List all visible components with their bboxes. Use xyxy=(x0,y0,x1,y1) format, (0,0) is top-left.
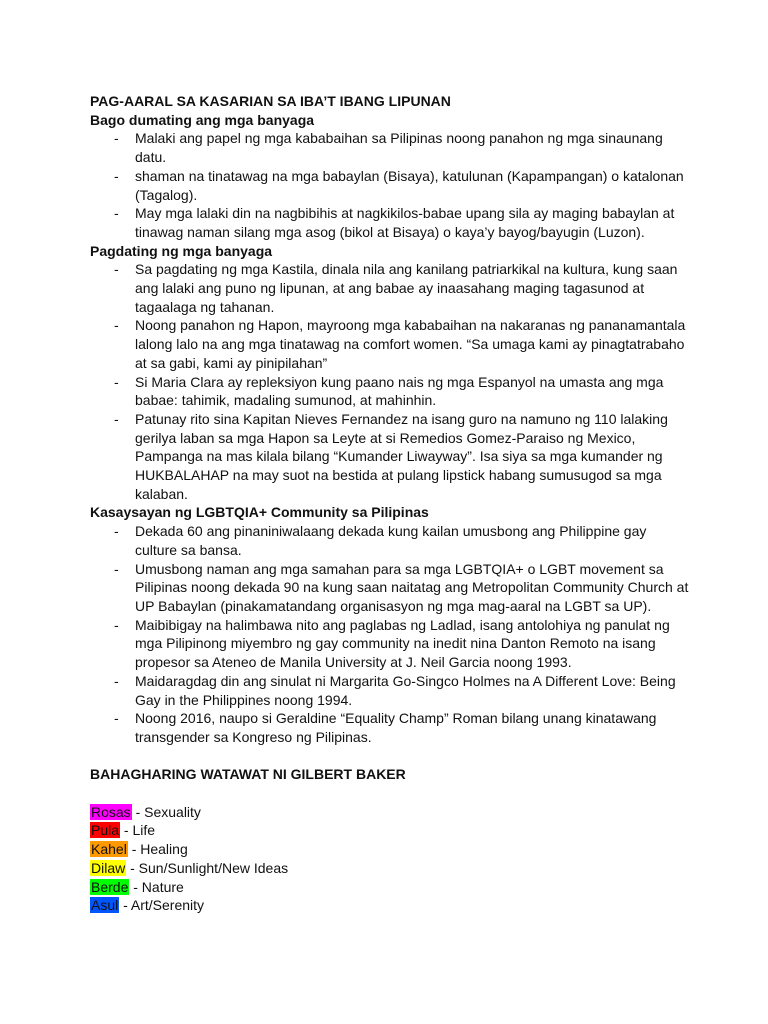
flag-color-row xyxy=(90,821,690,840)
bullet-dash: - xyxy=(114,410,119,427)
bullet-dash: - xyxy=(114,523,119,540)
list-item: - Patunay rito sina Kapitan Nieves Fernandez na isang guro na namuno ng 110 lalaking gerilya laban sa mga Hapon sa Leyte at si Remedios Gomez-Paraiso ng Mexico, Pampanga na mas kilala bilang “Kumander Liwayway”. Isa siya sa mga kumander ng HUKBALAHAP na may suot na bestida at pulang lipstick habang sumusugod sa mga kalaban. xyxy=(114,410,668,502)
section-heading-bago: Bago dumating ang mga banyaga xyxy=(90,111,315,128)
color-meaning: - Healing xyxy=(127,841,188,858)
flag-color-row xyxy=(90,840,690,859)
bullet-dash: - xyxy=(114,560,119,577)
color-highlight-berde: Berde xyxy=(91,878,129,895)
color-meaning: - Sexuality xyxy=(131,803,201,820)
color-highlight-kahel: Kahel xyxy=(91,841,127,858)
color-highlight-asul: Asul xyxy=(91,897,119,914)
bullet-dash: - xyxy=(114,130,119,147)
section-heading-kasaysayan: Kasaysayan ng LGBTQIA+ Community sa Pilipinas xyxy=(90,504,429,521)
color-meaning: - Life xyxy=(120,822,156,839)
color-meaning: - Art/Serenity xyxy=(119,897,205,914)
section-list-pagdating xyxy=(90,260,690,503)
bullet-dash: - xyxy=(114,317,119,334)
flag-color-row xyxy=(90,878,690,897)
list-item: - Maidaragdag din ang sinulat ni Margarita Go-Singco Holmes na A Different Love: Being Gay in the Philippines noong 1994. xyxy=(114,672,676,708)
list-item: - May mga lalaki din na nagbibihis at nagkikilos-babae upang sila ay maging babaylan at tinawag naman silang mga asog (bikol at Bisaya) o kaya’y bayog/bayugin (Luzon). xyxy=(114,205,675,240)
flag-color-list xyxy=(90,803,690,915)
list-item: - Noong 2016, naupo si Geraldine “Equality Champ” Roman bilang unang kinatawang transgender sa Kongreso ng Pilipinas. xyxy=(114,710,657,745)
list-item: - Noong panahon ng Hapon, mayroong mga kababaihan na nakaranas ng pananamantala lalong lalo na ang mga tinatawag na comfort women. “Sa umaga kami ay pinagtatrabaho at sa gabi, kami ay pinipilahan” xyxy=(114,317,686,371)
color-meaning: - Sun/Sunlight/New Ideas xyxy=(126,859,289,876)
list-item: - Si Maria Clara ay repleksiyon kung paano nais ng mga Espanyol na umasta ang mga babae: tahimik, madaling sumunod, at mahinhin. xyxy=(114,373,664,409)
section-list-kasaysayan xyxy=(90,522,690,746)
color-highlight-dilaw: Dilaw xyxy=(91,859,126,876)
flag-heading: BAHAGHARING WATAWAT NI GILBERT BAKER xyxy=(90,766,406,783)
document-title: PAG-AARAL SA KASARIAN SA IBA’T IBANG LIPUNAN xyxy=(90,93,451,109)
list-item: - Dekada 60 ang pinaniniwalaang dekada kung kailan umusbong ang Philippine gay culture sa bansa. xyxy=(114,523,647,558)
bullet-dash: - xyxy=(114,167,119,184)
bullet-dash: - xyxy=(114,205,119,222)
list-item: - shaman na tinatawag na mga babaylan (Bisaya), katulunan (Kapampangan) o katalonan (Tagalog). xyxy=(114,167,684,203)
color-meaning: - Nature xyxy=(129,878,184,895)
bullet-dash: - xyxy=(114,373,119,390)
document-body xyxy=(90,92,690,915)
list-item: - Sa pagdating ng mga Kastila, dinala nila ang kanilang patriarkikal na kultura, kung saan ang lalaki ang puno ng lipunan, at ang babae ay inaasahang maging tagasunod at tagaalaga ng tahanan. xyxy=(114,261,678,315)
bullet-dash: - xyxy=(114,672,119,689)
blank-line xyxy=(90,747,690,766)
color-highlight-pula: Pula xyxy=(91,822,120,839)
section-heading-pagdating: Pagdating ng mga banyaga xyxy=(90,242,273,259)
list-item: - Maibibigay na halimbawa nito ang paglabas ng Ladlad, isang antolohiya ng panulat ng mga Pilipinong miyembro ng gay community na inedit nina Danton Remoto na isang propesor sa Ateneo de Manila University at J. Neil Garcia noong 1993. xyxy=(114,616,670,671)
flag-color-row xyxy=(90,896,690,915)
bullet-dash: - xyxy=(114,616,119,633)
color-highlight-rosas: Rosas xyxy=(91,803,131,820)
list-item: - Malaki ang papel ng mga kababaihan sa Pilipinas noong panahon ng mga sinaunang datu. xyxy=(114,130,663,166)
bullet-dash: - xyxy=(114,261,119,278)
bullet-dash: - xyxy=(114,710,119,727)
flag-color-row xyxy=(90,859,690,878)
section-list-bago xyxy=(90,129,690,241)
flag-color-row xyxy=(90,803,690,822)
list-item: - Umusbong naman ang mga samahan para sa mga LGBTQIA+ o LGBT movement sa Pilipinas noong dekada 90 na kung saan naitatag ang Metropolitan Community Church at UP Babaylan (pinakamatandang organisasyon ng mga mag-aaral na LGBT sa UP). xyxy=(114,560,689,614)
blank-line xyxy=(90,784,690,803)
